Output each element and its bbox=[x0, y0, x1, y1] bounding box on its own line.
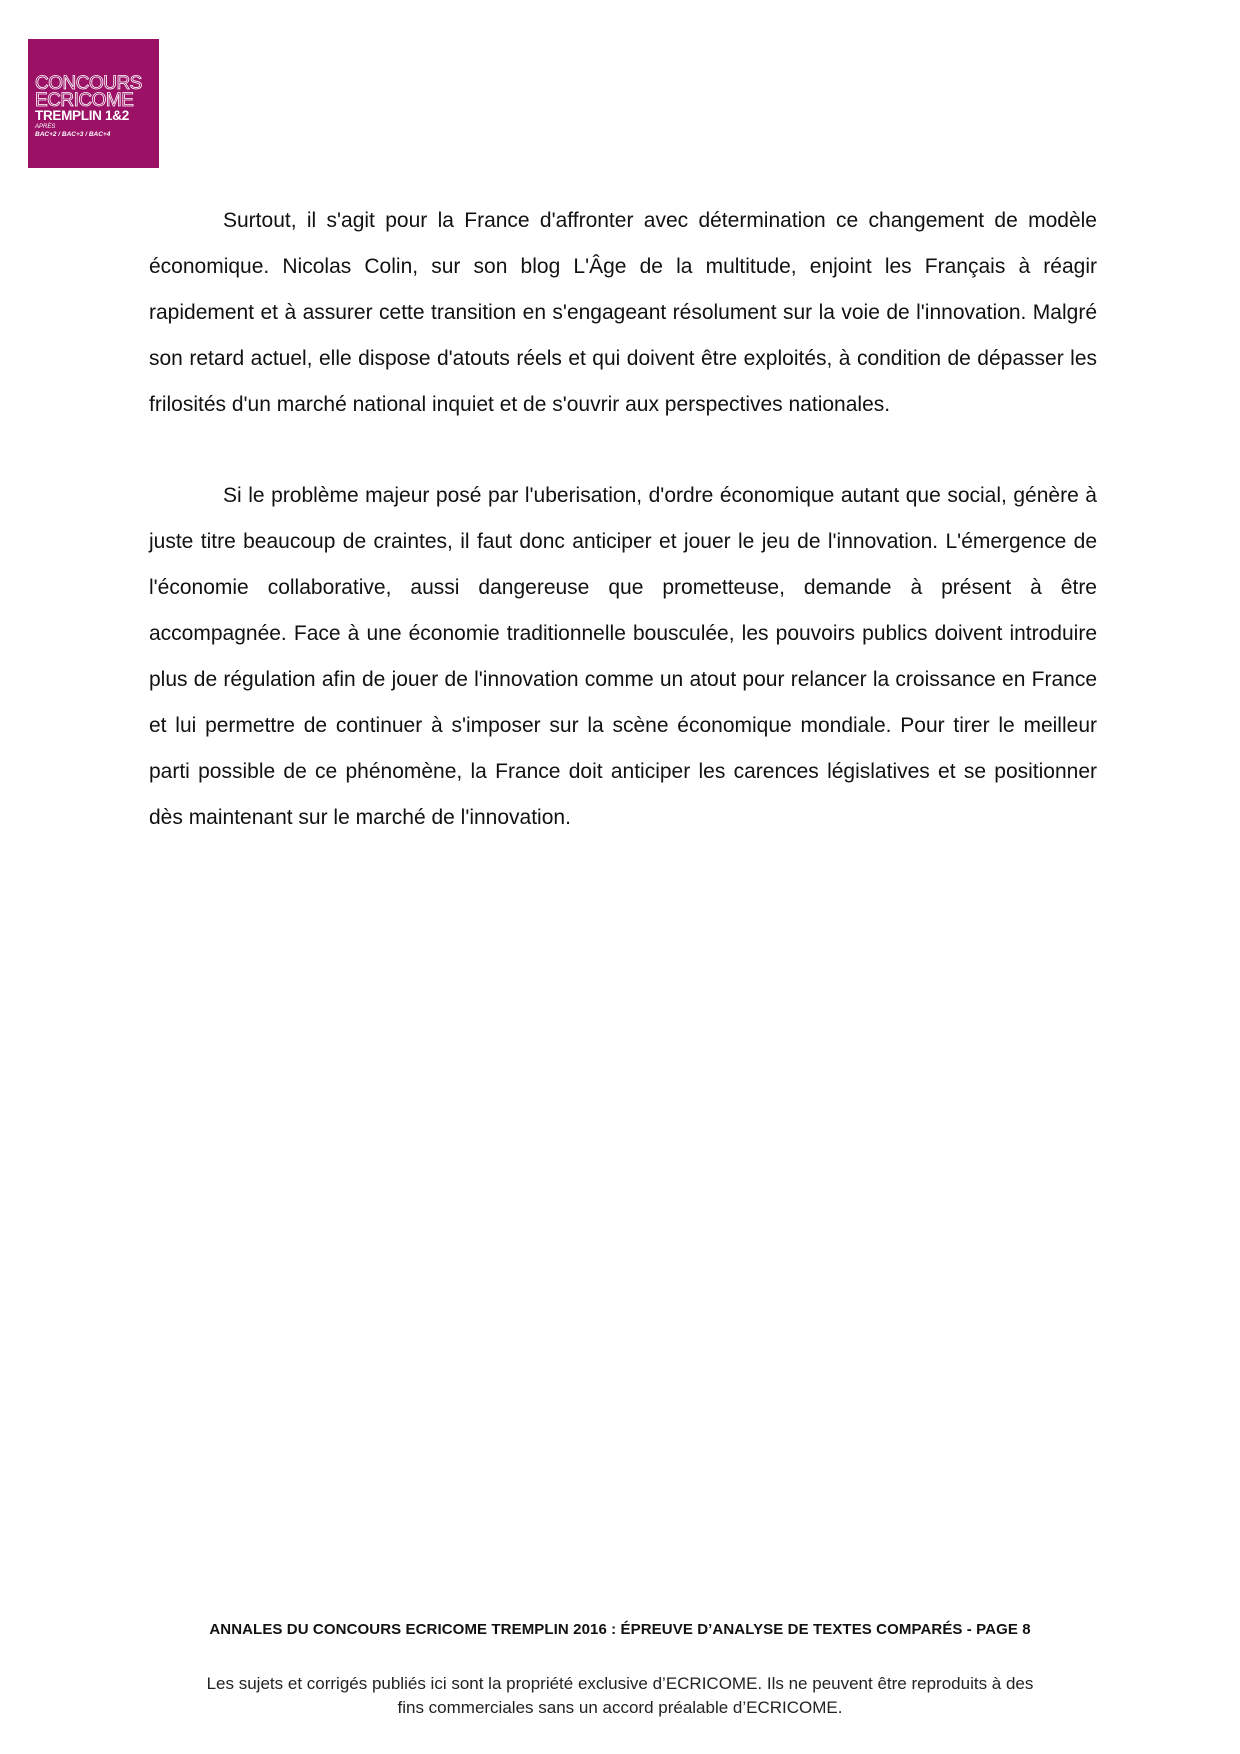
footer-note-line-2: fins commerciales sans un accord préalable d’ECRICOME. bbox=[397, 1698, 843, 1717]
logo-line-tremplin: TREMPLIN 1&2 bbox=[35, 108, 129, 123]
logo-line-ecricome: ECRICOME bbox=[35, 90, 134, 111]
paragraph-1: Surtout, il s'agit pour la France d'affronter avec détermination ce changement de modèle économique. Nicolas Colin, sur son blog L'Âge de la multitude, enjoint les Français à réagir rapidement et à assurer cette transition en s'engageant résolument sur la voie de l'innovation. Malgré son retard actuel, elle dispose d'atouts réels et qui doivent être exploités, à condition de dépasser les frilosités d'un marché national inquiet et de s'ouvrir aux perspectives nationales. bbox=[149, 209, 1097, 416]
logo-line-bac: BAC+2 / BAC+3 / BAC+4 bbox=[35, 131, 111, 138]
footer-copyright-note bbox=[120, 1672, 1120, 1720]
logo-line-concours: CONCOURS bbox=[35, 73, 142, 94]
footer-note-line-1: Les sujets et corrigés publiés ici sont la propriété exclusive d’ECRICOME. Ils ne peuvent être reproduits à des bbox=[206, 1674, 1034, 1693]
paragraph-2: Si le problème majeur posé par l'uberisation, d'ordre économique autant que social, génère à juste titre beaucoup de craintes, il faut donc anticiper et jouer le jeu de l'innovation. L'émergence de l'économie collaborative, aussi dangereuse que prometteuse, demande à présent à être accompagnée. Face à une économie traditionnelle bousculée, les pouvoirs publics doivent introduire plus de régulation afin de jouer de l'innovation comme un atout pour relancer la croissance en France et lui permettre de continuer à s'imposer sur la scène économique mondiale. Pour tirer le meilleur parti possible de ce phénomène, la France doit anticiper les carences législatives et se positionner dès maintenant sur le marché de l'innovation. bbox=[149, 484, 1097, 829]
document-body bbox=[149, 198, 1097, 886]
footer-title: ANNALES DU CONCOURS ECRICOME TREMPLIN 2016 : ÉPREUVE D’ANALYSE DE TEXTES COMPARÉS - PAGE 8 bbox=[209, 1621, 1031, 1638]
logo-line-apres: APRÈS bbox=[35, 124, 56, 130]
ecricome-logo bbox=[28, 39, 159, 168]
